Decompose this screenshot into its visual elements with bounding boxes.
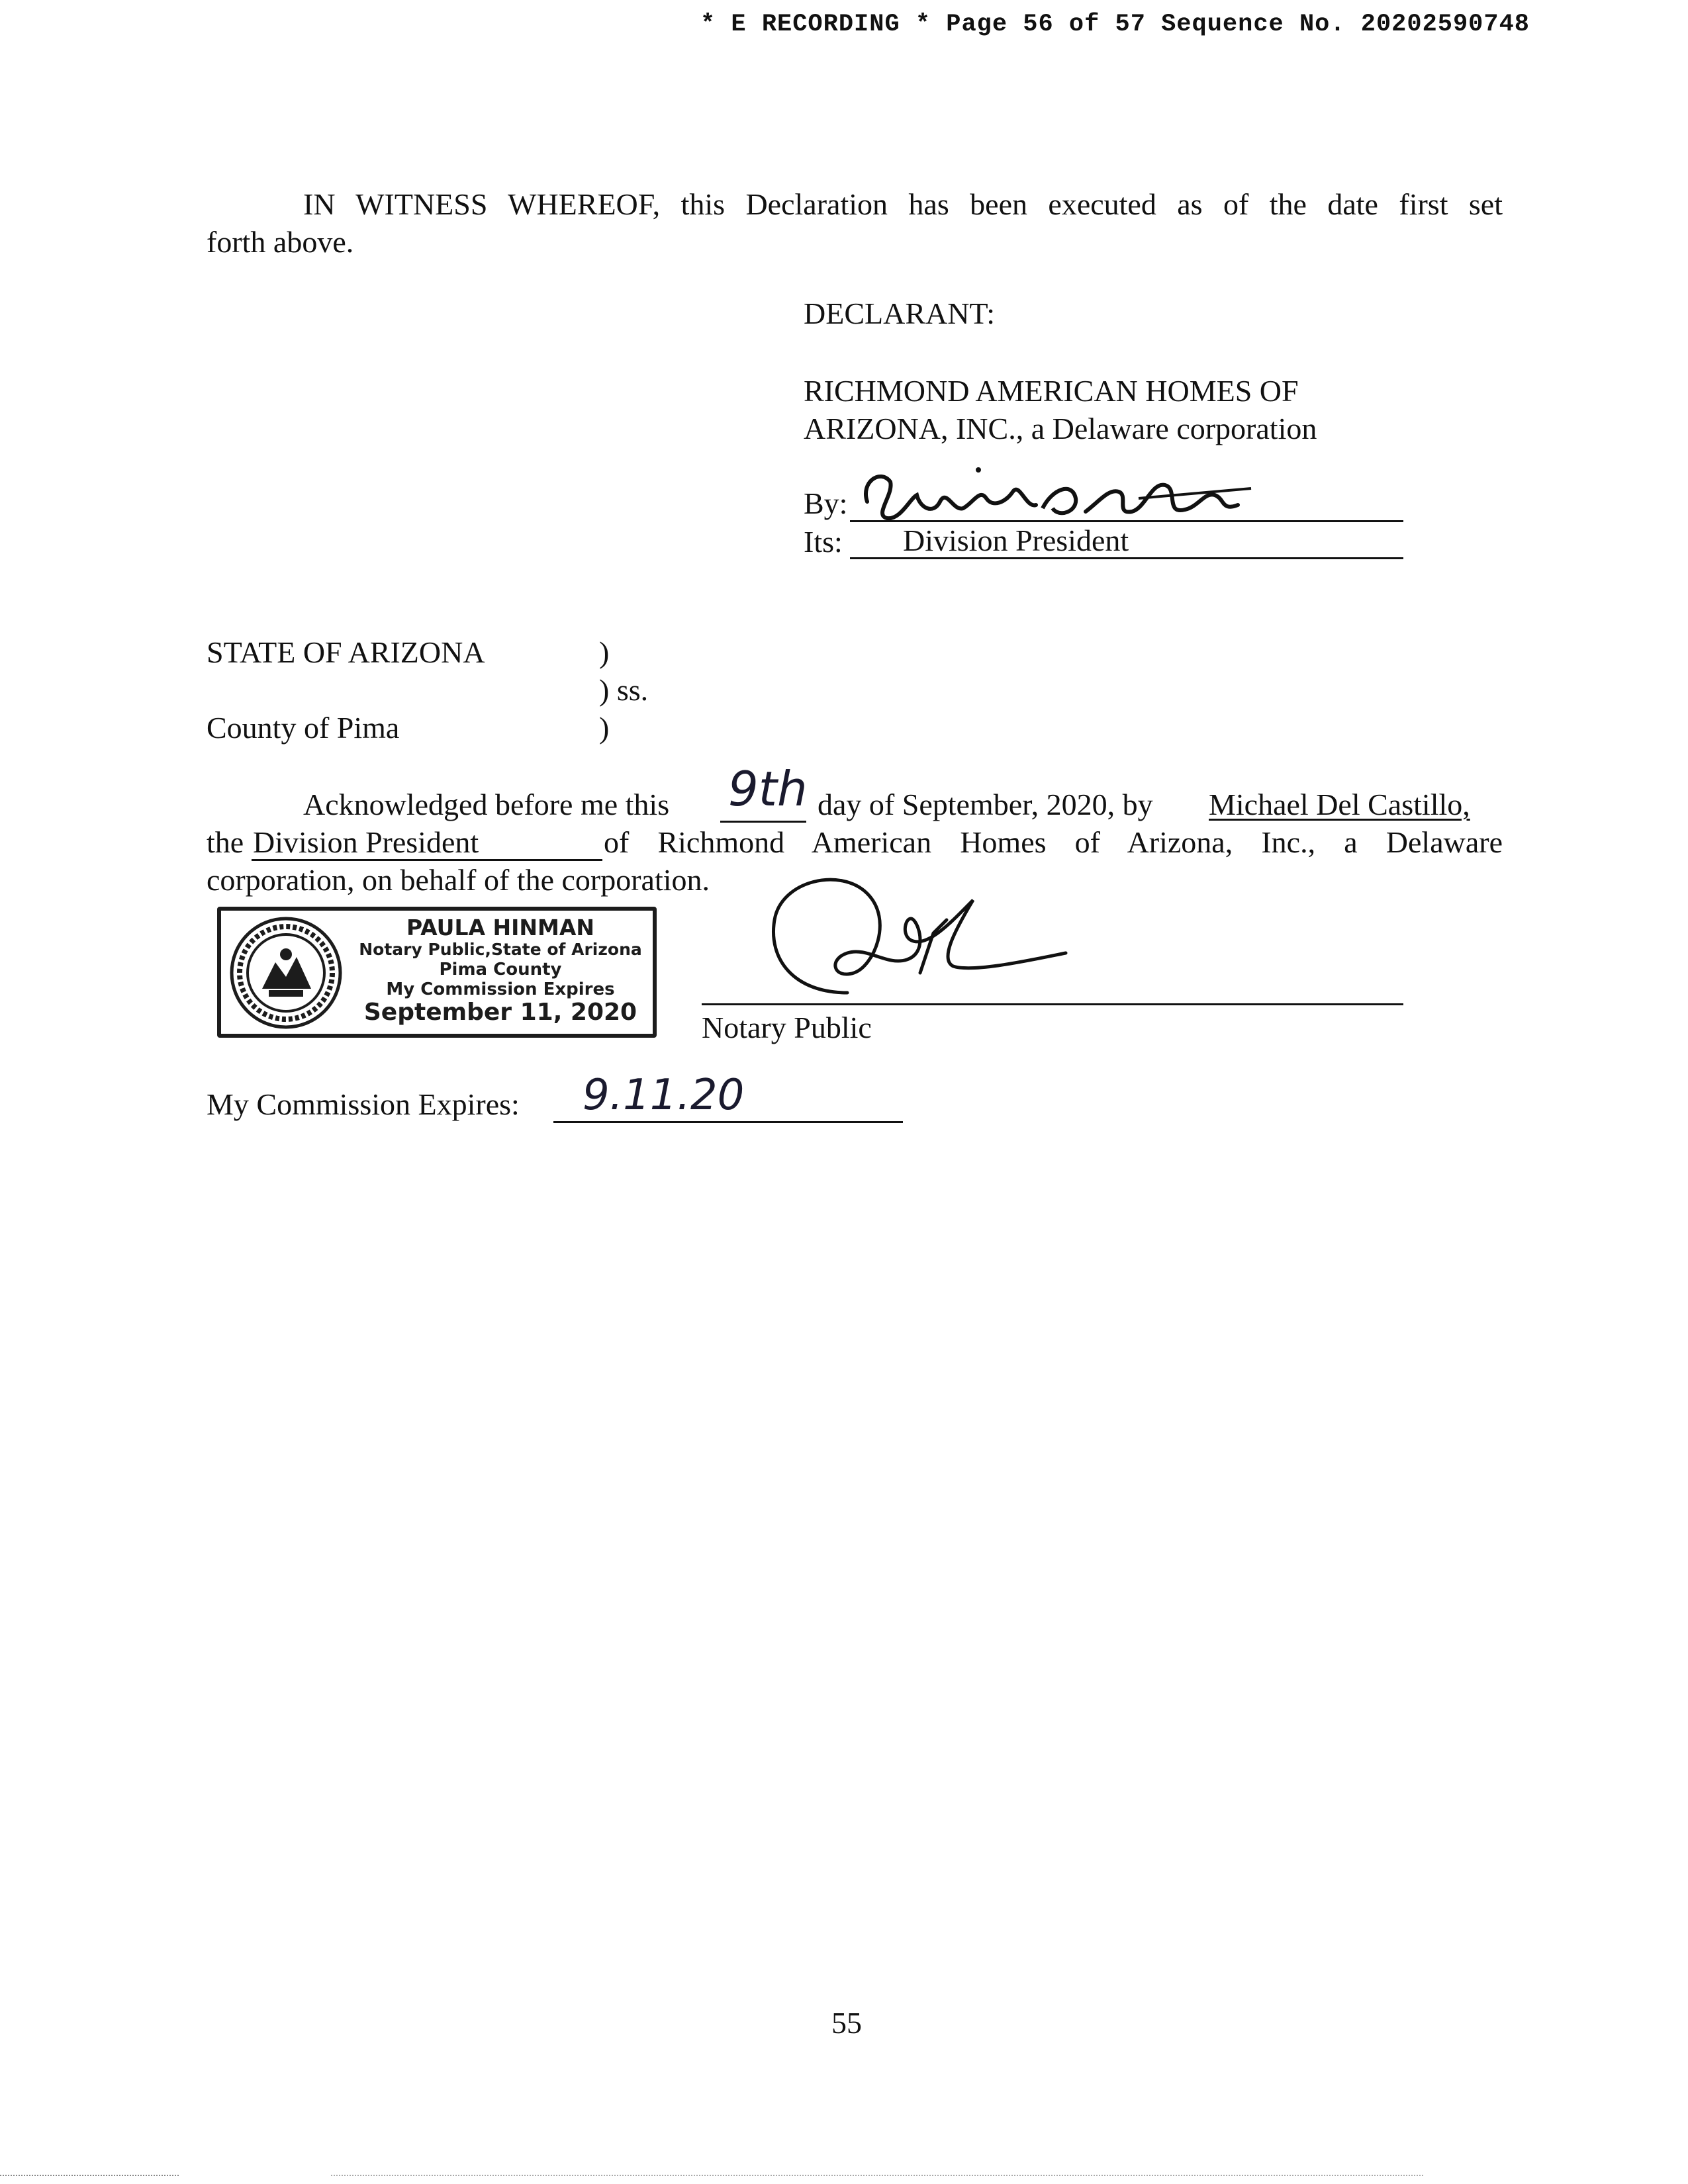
recording-header: * E RECORDING * Page 56 of 57 Sequence No. 20202590748 — [700, 11, 1530, 38]
ack-day-handwritten: 9th — [728, 761, 808, 817]
venue-paren-3: ) — [599, 711, 610, 745]
declarant-company-line-2: ARIZONA, INC., a Delaware corporation — [804, 412, 1317, 445]
ack-part-2: day of September, 2020, by — [818, 788, 1153, 821]
ack-title: Division President — [253, 825, 479, 859]
stamp-name: PAULA HINMAN — [406, 915, 595, 940]
commission-label: My Commission Expires: — [207, 1087, 520, 1121]
venue-county: County of Pima — [207, 711, 400, 745]
commission-date-handwritten: 9.11.20 — [583, 1071, 745, 1120]
state-seal-icon — [229, 916, 343, 1030]
declarant-signature — [854, 462, 1264, 528]
witness-line-2: forth above. — [207, 225, 354, 259]
venue-state: STATE OF ARIZONA — [207, 635, 485, 669]
venue-ss: ) ss. — [599, 673, 649, 707]
notary-signature — [755, 860, 1099, 1019]
stamp-line-4: My Commission Expires — [386, 979, 615, 999]
ack-line-3: corporation, on behalf of the corporation. — [207, 863, 710, 897]
declarant-label: DECLARANT: — [804, 296, 996, 330]
scan-artifact-line — [0, 2175, 179, 2176]
its-title: Division President — [903, 523, 1129, 557]
commission-line — [553, 1121, 903, 1123]
scan-artifact-line-2 — [331, 2175, 1423, 2176]
declarant-company-line-1: RICHMOND AMERICAN HOMES OF — [804, 374, 1299, 408]
stamp-line-3: Pima County — [439, 960, 562, 979]
by-label: By: — [804, 486, 848, 520]
witness-line-1: IN WITNESS WHEREOF, this Declaration has been executed as of the date first set — [303, 187, 1503, 221]
ack-part-3: of Richmond American Homes of Arizona, Inc., a Delaware — [604, 825, 1503, 859]
notary-stamp — [217, 907, 657, 1038]
its-label: Its: — [804, 525, 843, 559]
page-number: 55 — [831, 2006, 862, 2040]
venue-paren-1: ) — [599, 635, 610, 669]
notary-public-label: Notary Public — [702, 1011, 872, 1044]
stamp-line-5: September 11, 2020 — [363, 999, 637, 1026]
ack-signer-name: Michael Del Castillo, — [1209, 788, 1470, 821]
ack-part-1: Acknowledged before me this — [303, 788, 670, 821]
ack-day-line — [720, 821, 806, 823]
ack-the: the — [207, 825, 244, 859]
notary-signature-line — [702, 1003, 1403, 1005]
stamp-line-2: Notary Public,State of Arizona — [359, 940, 642, 959]
